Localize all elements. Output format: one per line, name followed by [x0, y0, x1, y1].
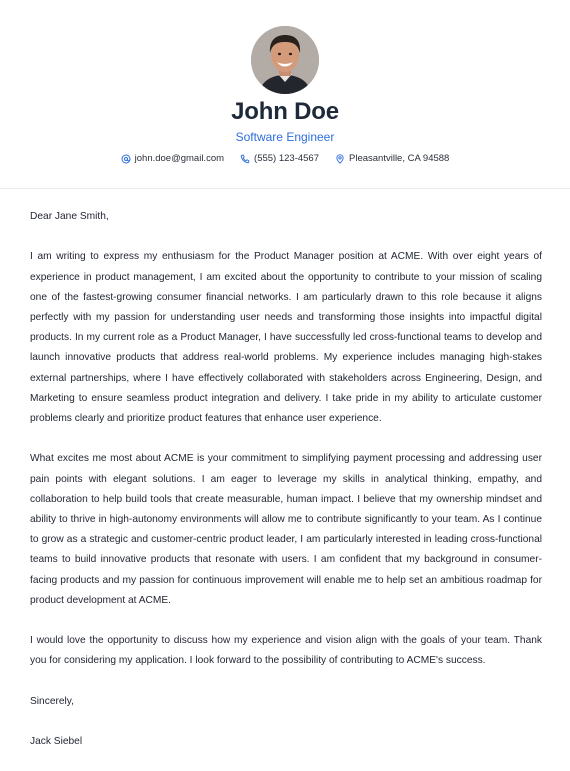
body-paragraph-3: I would love the opportunity to discuss how my experience and vision align with the goals of your team. Thank you for considering my application. I look forward to the possibility of contributing to ACME's success.	[30, 635, 542, 667]
contact-row	[0, 153, 570, 164]
applicant-name: John Doe	[231, 98, 339, 125]
body-paragraph-1: I am writing to express my enthusiasm for the Product Manager position at ACME. With over eight years of experience in product management, I am excited about the opportunity to contribute to your mission of scaling one of the fastest-growing consumer financial networks. I am particularly drawn to this role because it aligns perfectly with my passion for understanding user needs and transforming those insights into impactful digital products. In my current role as a Product Manager, I have successfully led cross-functional teams to develop and launch innovative products that address real-world problems. My experience includes managing high-stakes external partnerships, where I have effectively collaborated with stakeholders across Engineering, Design, and Marketing to ensure seamless product integration and delivery. I take pride in my ability to articulate customer problems clearly and prioritize product features that enhance user experience.	[30, 251, 542, 425]
closing: Sincerely,	[30, 695, 74, 707]
contact-email[interactable]	[121, 153, 224, 164]
location-text: Pleasantville, CA 94588	[349, 153, 450, 164]
contact-phone[interactable]	[240, 153, 319, 164]
body-paragraph-2: What excites me most about ACME is your commitment to simplifying payment processing and addressing user pain points with elegant solutions. I am eager to leverage my skills in analytical thinking, empathy, and collaboration to help build tools that create measurable, human impact. I believe that my ownership mindset and ability to thrive in high-autonomy environments will allow me to contribute significantly to your team. As I continue to grow as a strategic and customer-centric product leader, I am particularly interested in leading cross-functional teams to build innovative products that resonate with users. I am confident that my background in consumer-facing products and my passion for continuous improvement will enable me to help set an ambitious roadmap for product development at ACME.	[30, 453, 542, 606]
contact-location	[335, 153, 449, 164]
email-at-icon	[121, 154, 131, 164]
job-title: Software Engineer	[235, 130, 335, 144]
phone-text: (555) 123-4567	[254, 153, 319, 164]
letter-body	[30, 207, 542, 752]
location-pin-icon	[335, 154, 345, 164]
person-portrait-icon	[251, 26, 319, 94]
signature: Jack Siebel	[30, 736, 83, 748]
phone-icon	[240, 154, 250, 164]
avatar	[251, 26, 319, 94]
letter-header	[0, 0, 570, 189]
email-text: john.doe@gmail.com	[134, 153, 225, 164]
salutation: Dear Jane Smith,	[30, 211, 109, 222]
